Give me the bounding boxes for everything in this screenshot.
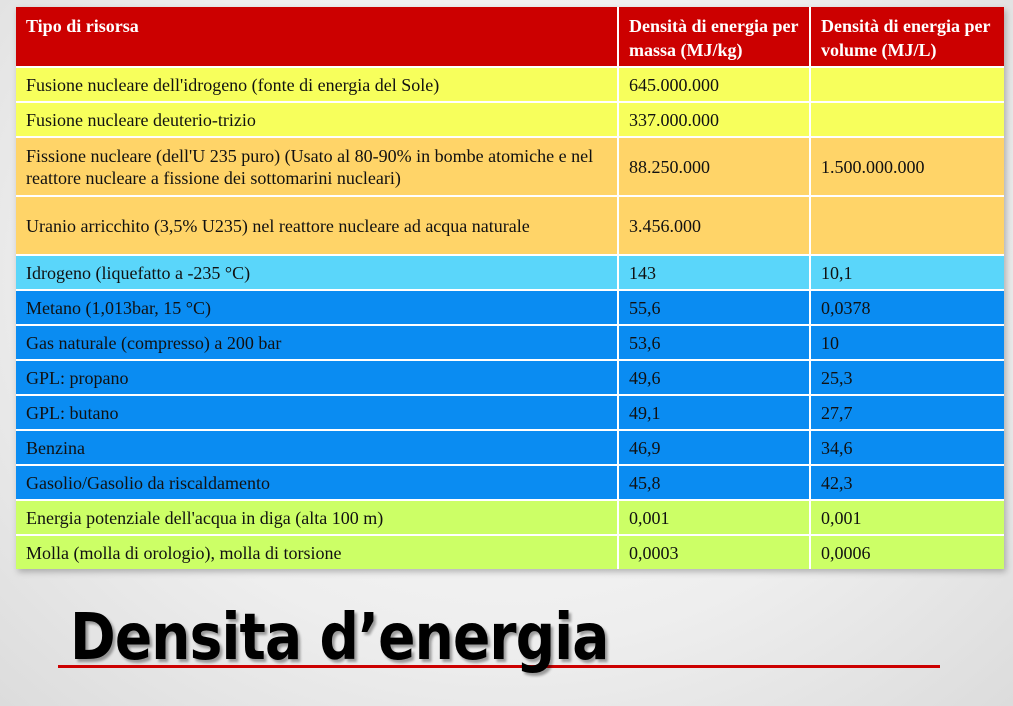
table-row: [16, 501, 1004, 536]
header-resource-type: Tipo di risorsa: [16, 7, 619, 68]
energy-density-table: [16, 7, 1004, 569]
resource-cell: Metano (1,013bar, 15 °C): [16, 291, 619, 326]
mass-density-cell: 645.000.000: [619, 68, 811, 103]
resource-cell: Benzina: [16, 431, 619, 466]
mass-density-cell: 337.000.000: [619, 103, 811, 138]
mass-density-cell: 49,1: [619, 396, 811, 431]
volume-density-cell: 1.500.000.000: [811, 138, 1004, 197]
resource-cell: Gasolio/Gasolio da riscaldamento: [16, 466, 619, 501]
volume-density-cell: 34,6: [811, 431, 1004, 466]
mass-density-cell: 0,0003: [619, 536, 811, 569]
resource-cell: Gas naturale (compresso) a 200 bar: [16, 326, 619, 361]
resource-cell: Energia potenziale dell'acqua in diga (alta 100 m): [16, 501, 619, 536]
mass-density-cell: 3.456.000: [619, 197, 811, 256]
table-row: [16, 138, 1004, 197]
mass-density-cell: 0,001: [619, 501, 811, 536]
volume-density-cell: 0,0378: [811, 291, 1004, 326]
volume-density-cell: 10,1: [811, 256, 1004, 291]
table-row: [16, 103, 1004, 138]
mass-density-cell: 55,6: [619, 291, 811, 326]
volume-density-cell: 42,3: [811, 466, 1004, 501]
volume-density-cell: 27,7: [811, 396, 1004, 431]
mass-density-cell: 49,6: [619, 361, 811, 396]
slide-title-container: [70, 596, 696, 680]
mass-density-cell: 143: [619, 256, 811, 291]
resource-cell: Uranio arricchito (3,5% U235) nel reattore nucleare ad acqua naturale: [16, 197, 619, 256]
table-row: [16, 431, 1004, 466]
slide-title: Densita d’energia: [70, 601, 609, 675]
mass-density-cell: 53,6: [619, 326, 811, 361]
resource-cell: Molla (molla di orologio), molla di torsione: [16, 536, 619, 569]
volume-density-cell: [811, 68, 1004, 103]
table-row: [16, 197, 1004, 256]
volume-density-cell: 25,3: [811, 361, 1004, 396]
table-row: [16, 68, 1004, 103]
table-row: [16, 396, 1004, 431]
mass-density-cell: 88.250.000: [619, 138, 811, 197]
table-row: [16, 291, 1004, 326]
resource-cell: Fusione nucleare deuterio-trizio: [16, 103, 619, 138]
volume-density-cell: 10: [811, 326, 1004, 361]
table-header-row: [16, 7, 1004, 68]
resource-cell: GPL: butano: [16, 396, 619, 431]
table-row: [16, 466, 1004, 501]
volume-density-cell: [811, 197, 1004, 256]
table-row: [16, 256, 1004, 291]
mass-density-cell: 46,9: [619, 431, 811, 466]
table-row: [16, 361, 1004, 396]
volume-density-cell: 0,001: [811, 501, 1004, 536]
resource-cell: Fissione nucleare (dell'U 235 puro) (Usato al 80-90% in bombe atomiche e nel reattore nucleare a fissione dei sottomarini nucleari): [16, 138, 619, 197]
table-row: [16, 326, 1004, 361]
header-density-volume: Densità di energia per volume (MJ/L): [811, 7, 1004, 68]
table-row: [16, 536, 1004, 569]
resource-cell: Fusione nucleare dell'idrogeno (fonte di energia del Sole): [16, 68, 619, 103]
resource-cell: Idrogeno (liquefatto a -235 °C): [16, 256, 619, 291]
resource-cell: GPL: propano: [16, 361, 619, 396]
mass-density-cell: 45,8: [619, 466, 811, 501]
volume-density-cell: [811, 103, 1004, 138]
header-density-mass: Densità di energia per massa (MJ/kg): [619, 7, 811, 68]
volume-density-cell: 0,0006: [811, 536, 1004, 569]
